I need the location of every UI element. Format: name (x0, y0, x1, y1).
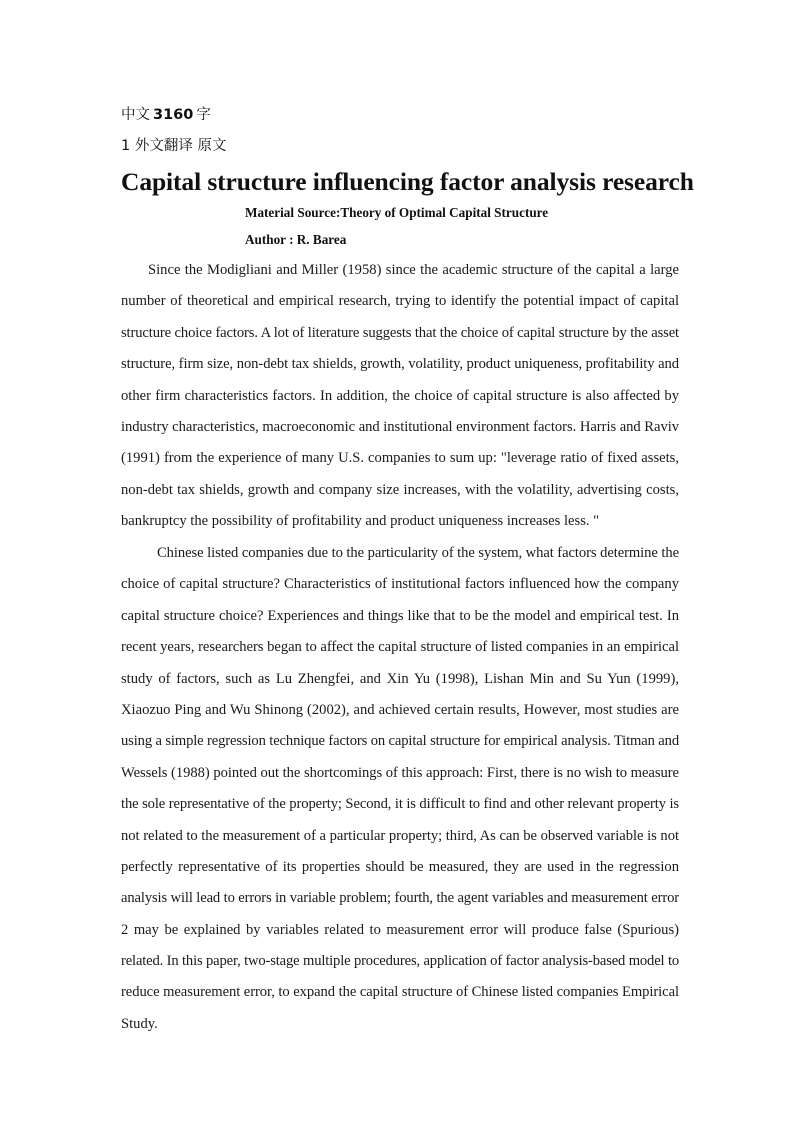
material-source: Material Source:Theory of Optimal Capital Structure (245, 205, 549, 220)
paragraph-line: Wessels (1988) pointed out the shortcomings of this approach: First, there is no wish to measure (121, 764, 679, 781)
word-count-prefix: 中文 (121, 107, 150, 123)
paragraph-line: study of factors, such as Lu Zhengfei, and Xin Yu (1998), Lishan Min and Su Yun (1999), (121, 670, 679, 687)
paragraph-line: Since the Modigliani and Miller (1958) since the academic structure of the capital a large (148, 262, 679, 278)
paragraph-line: Chinese listed companies due to the particularity of the system, what factors determine the (157, 545, 679, 561)
word-count-number: 3160 (153, 107, 194, 123)
paragraph-line: recent years, researchers began to affect the capital structure of listed companies in an empirical (121, 639, 679, 656)
paragraph-line: other firm characteristics factors. In addition, the choice of capital structure is also affected by (121, 387, 679, 404)
paragraph-line: using a simple regression technique factors on capital structure for empirical analysis. Titman and (121, 733, 679, 750)
paragraph-line: industry characteristics, macroeconomic and institutional environment factors. Harris and Raviv (121, 418, 679, 435)
paragraph-line: (1991) from the experience of many U.S. companies to sum up: "leverage ratio of fixed assets, (121, 450, 679, 467)
section-label: 1 外文翻译 原文 (121, 138, 227, 154)
paragraph-line: analysis will lead to errors in variable problem; fourth, the agent variables and measurement error (121, 890, 679, 907)
document-title: Capital structure influencing factor analysis research (121, 167, 694, 196)
paragraph-line: the sole representative of the property; Second, it is difficult to find and other relevant property is (121, 796, 679, 813)
paragraph-line: bankruptcy the possibility of profitability and product uniqueness increases less. " (121, 513, 600, 530)
paragraph-line: non-debt tax shields, growth and company size increases, with the volatility, advertising costs, (121, 481, 679, 498)
paragraph-line: 2 may be explained by variables related to measurement error will produce false (Spurious) (121, 921, 679, 938)
paragraph-1 (121, 255, 679, 538)
word-count-suffix: 字 (196, 107, 211, 123)
word-count-note (121, 103, 211, 124)
paragraph-line: not related to the measurement of a particular property; third, As can be observed variable is not (121, 827, 679, 844)
paragraph-line: structure choice factors. A lot of literature suggests that the choice of capital structure by the asset (121, 324, 679, 341)
paragraph-line: capital structure choice? Experiences and things like that to be the model and empirical test. In (121, 607, 679, 624)
author-line: Author : R. Barea (245, 232, 347, 247)
paragraph-line: Study. (121, 1015, 158, 1032)
paragraph-line: reduce measurement error, to expand the capital structure of Chinese listed companies Empirical (121, 984, 679, 1001)
paragraph-2 (121, 538, 679, 1040)
paragraph-line: number of theoretical and empirical research, trying to identify the potential impact of capital (121, 293, 679, 310)
paragraph-line: related. In this paper, two-stage multiple procedures, application of factor analysis-based model to (121, 953, 679, 970)
paragraph-line: Xiaozuo Ping and Wu Shinong (2002), and achieved certain results, However, most studies are (121, 701, 679, 718)
paragraph-line: perfectly representative of its properties should be measured, they are used in the regression (121, 858, 679, 875)
paragraph-line: choice of capital structure? Characteristics of institutional factors influenced how the company (121, 576, 679, 593)
paragraph-line: structure, firm size, non-debt tax shields, growth, volatility, product uniqueness, profitability and (121, 356, 679, 373)
